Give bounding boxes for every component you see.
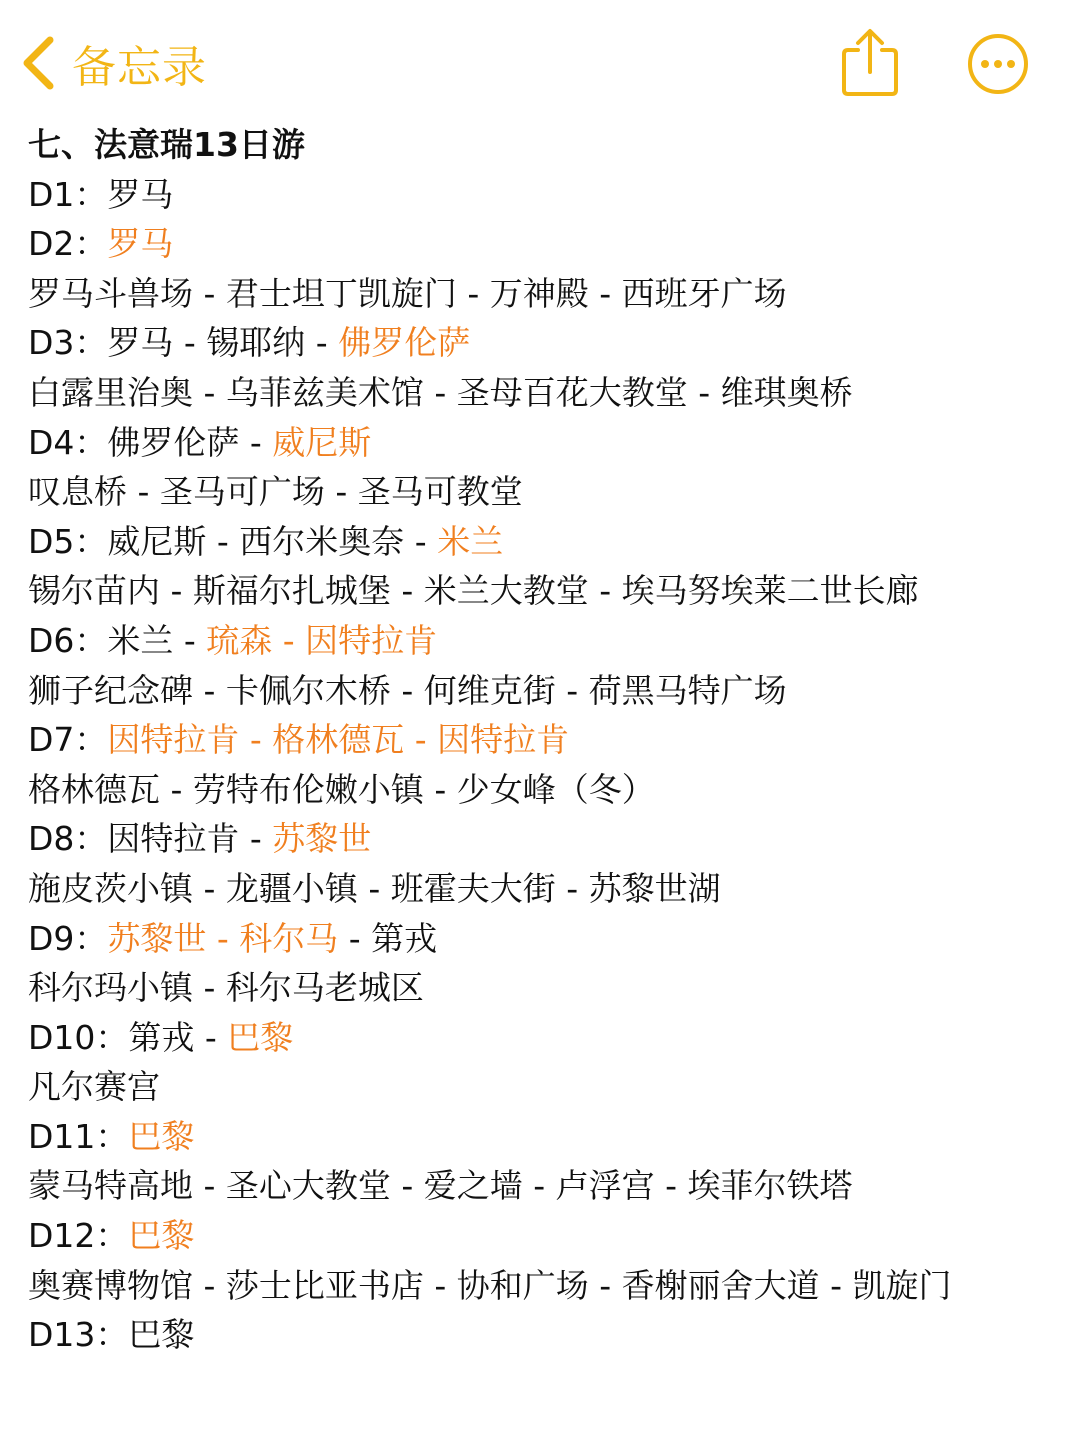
highlighted-text: 佛罗伦萨 <box>338 323 471 363</box>
attractions-line <box>28 368 1068 418</box>
text-segment: D11： <box>28 1116 129 1156</box>
highlighted-text: 罗马 <box>107 224 174 264</box>
highlighted-text: 琉森 - 因特拉肯 <box>206 620 438 660</box>
text-segment: 罗马斗兽场 - 君士坦丁凯旋门 - 万神殿 - 西班牙广场 <box>28 273 787 313</box>
day-heading-line <box>28 170 1068 220</box>
text-segment: 蒙马特高地 - 圣心大教堂 - 爱之墙 - 卢浮宫 - 埃菲尔铁塔 <box>28 1166 853 1206</box>
text-segment: 奥赛博物馆 - 莎士比亚书店 - 协和广场 - 香榭丽舍大道 - 凯旋门 <box>28 1265 952 1305</box>
highlighted-text: 巴黎 <box>227 1017 294 1057</box>
text-segment: 凡尔赛宫 <box>28 1067 160 1107</box>
text-segment: 施皮茨小镇 - 龙疆小镇 - 班霍夫大街 - 苏黎世湖 <box>28 868 721 908</box>
highlighted-text: 威尼斯 <box>272 422 372 462</box>
day-heading-line <box>28 418 1068 468</box>
text-segment: D8：因特拉肯 - <box>28 819 273 859</box>
text-segment: D6：米兰 - <box>28 620 207 660</box>
day-heading-line <box>28 616 1068 666</box>
attractions-line <box>28 666 1068 716</box>
day-heading-line <box>28 715 1068 765</box>
day-heading-line <box>28 517 1068 567</box>
text-segment: D10：第戎 - <box>28 1017 228 1057</box>
ellipsis-circle-icon <box>966 81 1030 100</box>
attractions-line <box>28 1261 1068 1311</box>
highlighted-text: 巴黎 <box>128 1116 195 1156</box>
text-segment: 格林德瓦 - 劳特布伦嫩小镇 - 少女峰（冬） <box>28 769 655 809</box>
back-button[interactable] <box>18 28 207 98</box>
attractions-line <box>28 1161 1068 1211</box>
note-body[interactable] <box>28 120 1068 1360</box>
day-heading-line <box>28 814 1068 864</box>
text-segment: D4：佛罗伦萨 - <box>28 422 273 462</box>
text-segment: 白露里治奥 - 乌菲兹美术馆 - 圣母百花大教堂 - 维琪奥桥 <box>28 372 853 412</box>
chevron-left-icon <box>18 34 58 92</box>
text-segment: D5：威尼斯 - 西尔米奥奈 - <box>28 521 438 561</box>
text-segment: 科尔玛小镇 - 科尔马老城区 <box>28 968 424 1008</box>
attractions-line <box>28 269 1068 319</box>
note-lines <box>28 170 1068 1360</box>
attractions-line <box>28 963 1068 1013</box>
text-segment: D13：巴黎 <box>28 1315 195 1355</box>
text-segment: D2： <box>28 224 108 264</box>
day-heading-line <box>28 318 1068 368</box>
text-segment: D9： <box>28 918 108 958</box>
day-heading-line <box>28 1112 1068 1162</box>
attractions-line <box>28 765 1068 815</box>
highlighted-text: 因特拉肯 - 格林德瓦 - 因特拉肯 <box>107 720 570 760</box>
day-heading-line <box>28 219 1068 269</box>
text-segment: D3：罗马 - 锡耶纳 - <box>28 323 339 363</box>
day-heading-line <box>28 1211 1068 1261</box>
note-title: 七、法意瑞13日游 <box>28 125 305 164</box>
text-segment: 狮子纪念碑 - 卡佩尔木桥 - 何维克街 - 荷黑马特广场 <box>28 670 787 710</box>
text-segment: D12： <box>28 1216 129 1256</box>
navigation-bar <box>0 0 1080 120</box>
highlighted-text: 巴黎 <box>128 1216 195 1256</box>
text-segment: 锡尔苗内 - 斯福尔扎城堡 - 米兰大教堂 - 埃马努埃莱二世长廊 <box>28 571 919 611</box>
day-heading-line <box>28 1310 1068 1360</box>
text-segment: D7： <box>28 720 108 760</box>
text-segment: - 第戎 <box>338 918 438 958</box>
highlighted-text: 米兰 <box>437 521 504 561</box>
share-icon <box>838 83 902 102</box>
text-segment: 叹息桥 - 圣马可广场 - 圣马可教堂 <box>28 472 523 512</box>
highlighted-text: 苏黎世 - 科尔马 <box>107 918 339 958</box>
text-segment: D1：罗马 <box>28 174 174 214</box>
attractions-line <box>28 864 1068 914</box>
more-button[interactable] <box>966 32 1030 100</box>
share-button[interactable] <box>838 26 902 102</box>
attractions-line <box>28 566 1068 616</box>
back-label: 备忘录 <box>72 42 207 93</box>
highlighted-text: 苏黎世 <box>272 819 372 859</box>
attractions-line <box>28 1062 1068 1112</box>
day-heading-line <box>28 914 1068 964</box>
attractions-line <box>28 467 1068 517</box>
day-heading-line <box>28 1013 1068 1063</box>
